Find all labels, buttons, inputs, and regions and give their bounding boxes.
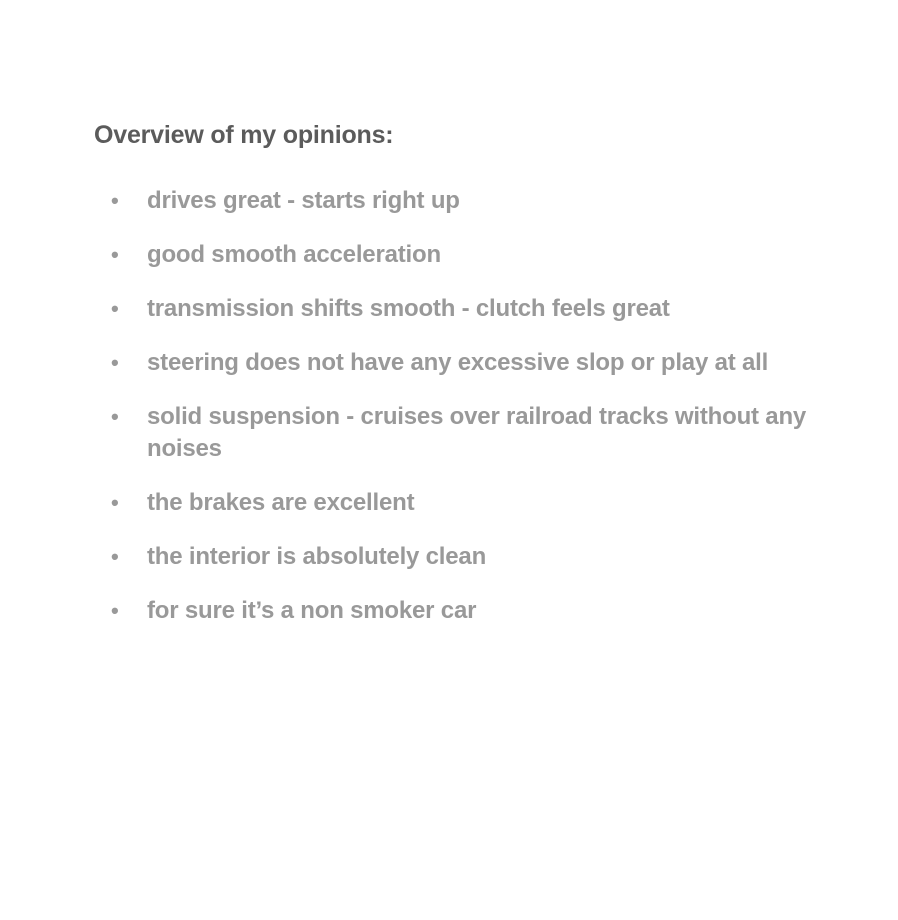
opinion-text: steering does not have any excessive slop or play at all (147, 349, 769, 376)
opinions-heading: Overview of my opinions: (94, 121, 394, 149)
opinion-text: drives great - starts right up (147, 187, 460, 214)
opinion-item-brakes (94, 487, 814, 519)
opinion-text: for sure it’s a non smoker car (147, 597, 477, 624)
opinion-item-interior (94, 541, 814, 573)
bullet-icon: • (111, 296, 119, 321)
opinion-text: the interior is absolutely clean (147, 543, 487, 570)
opinion-text: good smooth acceleration (147, 241, 441, 268)
opinion-item-suspension (94, 401, 814, 465)
bullet-icon: • (111, 490, 119, 515)
bullet-icon: • (111, 598, 119, 623)
opinion-item-non-smoker (94, 595, 814, 627)
bullet-icon: • (111, 544, 119, 569)
opinion-item-transmission (94, 293, 814, 325)
opinion-item-acceleration (94, 239, 814, 271)
bullet-icon: • (111, 242, 119, 267)
opinion-item-steering (94, 347, 814, 379)
opinion-text: the brakes are excellent (147, 489, 415, 516)
bullet-icon: • (111, 350, 119, 375)
opinion-text: transmission shifts smooth - clutch feels great (147, 295, 670, 322)
opinion-text: solid suspension - cruises over railroad tracks without any noises (147, 403, 807, 462)
opinions-list (94, 185, 814, 627)
opinion-item-drives (94, 185, 814, 217)
bullet-icon: • (111, 188, 119, 213)
opinions-section (94, 118, 814, 649)
bullet-icon: • (111, 404, 119, 429)
